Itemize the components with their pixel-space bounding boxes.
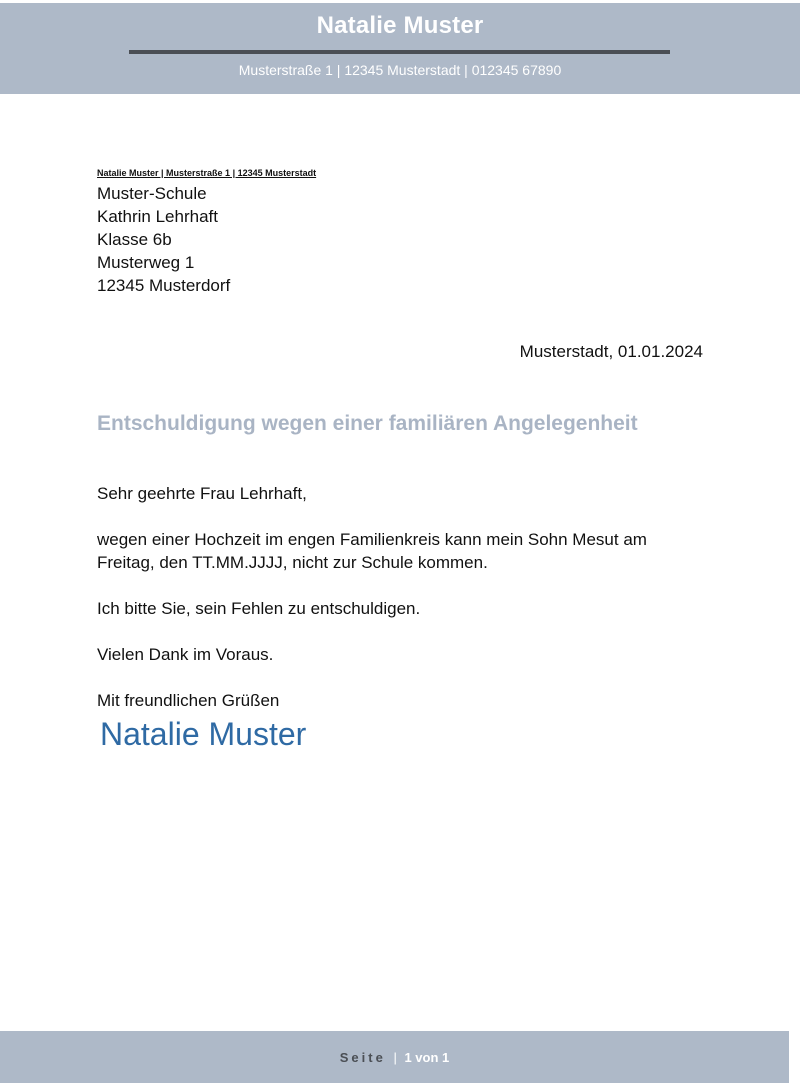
recipient-line: 12345 Musterdorf bbox=[97, 276, 231, 295]
letter-subject: Entschuldigung wegen einer familiären Angelegenheit bbox=[97, 412, 638, 435]
page-number bbox=[0, 1050, 789, 1065]
recipient-line: Kathrin Lehrhaft bbox=[97, 207, 218, 226]
recipient-line: Klasse 6b bbox=[97, 230, 172, 249]
page-separator: | bbox=[393, 1050, 397, 1065]
body-paragraph: wegen einer Hochzeit im engen Familienkreis kann mein Sohn Mesut am Freitag, den TT.MM.JJJJ, nicht zur Schule kommen. bbox=[97, 530, 647, 572]
body-paragraph: Vielen Dank im Voraus. bbox=[97, 645, 274, 664]
page-label: Seite bbox=[339, 1050, 386, 1065]
recipient-address bbox=[97, 182, 230, 297]
sender-return-line: Natalie Muster | Musterstraße 1 | 12345 Musterstadt bbox=[97, 168, 317, 178]
signature: Natalie Muster bbox=[100, 716, 307, 752]
salutation: Sehr geehrte Frau Lehrhaft, bbox=[97, 484, 307, 503]
recipient-line: Musterweg 1 bbox=[97, 253, 195, 272]
letterhead-divider bbox=[129, 50, 670, 54]
page-footer bbox=[0, 1031, 789, 1083]
page-count: 1 von 1 bbox=[404, 1050, 450, 1065]
recipient-line: Muster-Schule bbox=[97, 184, 207, 203]
body-paragraph: Ich bitte Sie, sein Fehlen zu entschuldigen. bbox=[97, 599, 421, 618]
letterhead-contact: Musterstraße 1 | 12345 Musterstadt | 012345 67890 bbox=[238, 62, 562, 78]
letterhead bbox=[0, 3, 800, 94]
letter-date: Musterstadt, 01.01.2024 bbox=[519, 342, 703, 361]
closing: Mit freundlichen Grüßen bbox=[97, 691, 280, 710]
letter-body bbox=[97, 482, 707, 712]
letterhead-name: Natalie Muster bbox=[316, 12, 484, 39]
